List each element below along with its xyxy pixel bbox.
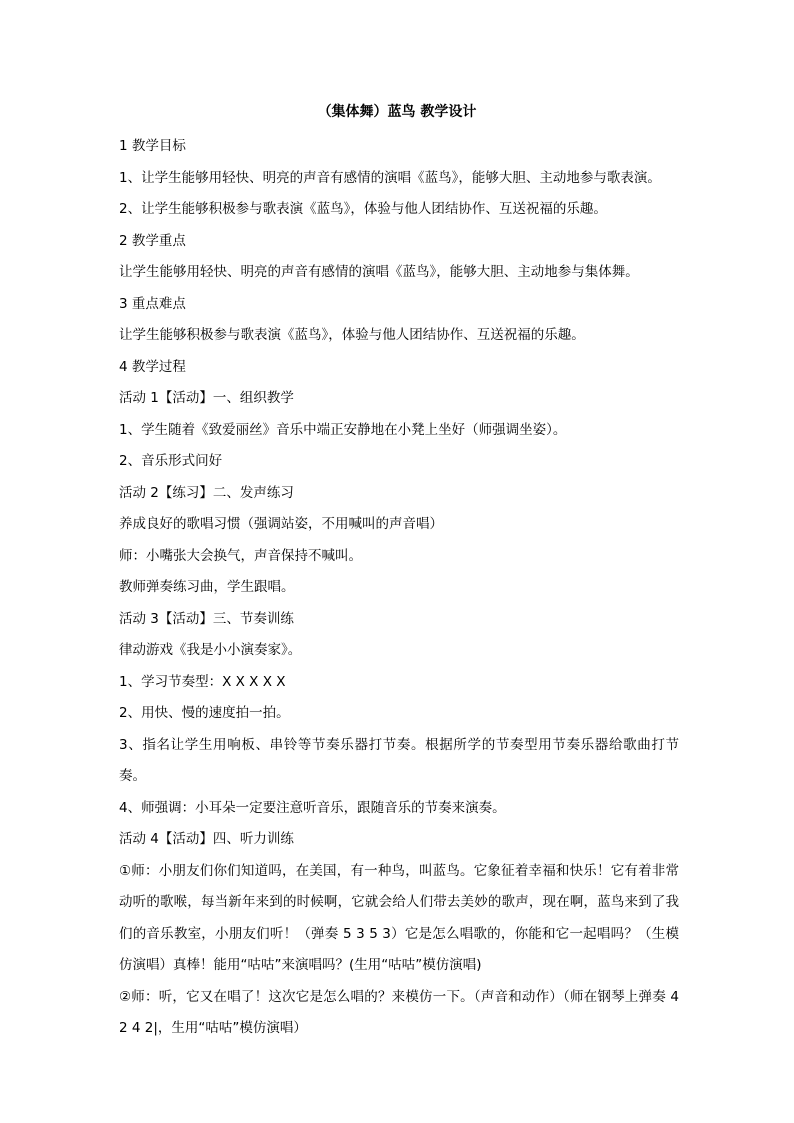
activity-step: 养成良好的歌唱习惯（强调站姿，不用喊叫的声音唱） [119,516,443,532]
difficulty-text: 让学生能够积极参与歌表演《蓝鸟》，体验与他人团结协作、互送祝福的乐趣。 [119,327,585,343]
document-title: （集体舞）蓝鸟 教学设计 [317,104,477,120]
activity-step: 律动游戏《我是小小演奏家》。 [119,642,302,658]
section-heading-process: 4 教学过程 [119,358,186,375]
activity-step: 师：小嘴张大会换气，声音保持不喊叫。 [119,547,362,564]
activity-step: ②师：听，它又在唱了！这次它是怎么唱的？来模仿一下。（声音和动作）（师在钢琴上弹奏 4 2 4 2|，生用“咕咕”模仿演唱） [119,988,679,1036]
objective-item: 2、让学生能够积极参与歌表演《蓝鸟》，体验与他人团结协作、互送祝福的乐趣。 [119,201,607,217]
activity-step: ①师：小朋友们你们知道吗，在美国，有一种鸟，叫蓝鸟。它象征着幸福和快乐！它有着非常动听的歌喉，每当新年来到的时候啊，它就会给人们带去美妙的歌声，现在啊，蓝鸟来到了我们的音乐教室，小朋友们听！（弹奏 5 3 5 3）它是怎么唱歌的，你能和它一起唱吗？（生模仿演唱）真棒！能用“咕咕”来演唱吗？(生用“咕咕”模仿演唱) [119,862,679,973]
section-heading-key-points: 2 教学重点 [119,232,186,249]
activity-heading: 活动 2【练习】二、发声练习 [119,484,294,501]
activity-step: 1、学生随着《致爱丽丝》音乐中端正安静地在小凳上坐好（师强调坐姿）。 [119,421,567,438]
key-point-text: 让学生能够用轻快、明亮的声音有感情的演唱《蓝鸟》，能够大胆、主动地参与集体舞。 [119,264,639,280]
activity-step: 2、音乐形式问好 [119,453,223,469]
activity-step: 4、师强调：小耳朵一定要注意听音乐，跟随音乐的节奏来演奏。 [119,799,506,816]
activity-heading: 活动 4【活动】四、听力训练 [119,831,294,847]
activity-step: 1、学习节奏型：X X X X X [119,673,286,690]
section-heading-difficulties: 3 重点难点 [119,295,186,312]
document-body [119,131,679,1045]
section-heading-objectives: 1 教学目标 [119,138,186,154]
activity-step: 2、用快、慢的速度拍一拍。 [119,705,290,721]
activity-heading: 活动 1【活动】一、组织教学 [119,390,294,406]
activity-heading: 活动 3【活动】三、节奏训练 [119,610,294,627]
activity-step: 3、指名让学生用响板、串铃等节奏乐器打节奏。根据所学的节奏型用节奏乐器给歌曲打节奏。 [119,736,679,784]
objective-item: 1、让学生能够用轻快、明亮的声音有感情的演唱《蓝鸟》，能够大胆、主动地参与歌表演。 [119,169,661,186]
activity-step: 教师弹奏练习曲，学生跟唱。 [119,579,295,595]
